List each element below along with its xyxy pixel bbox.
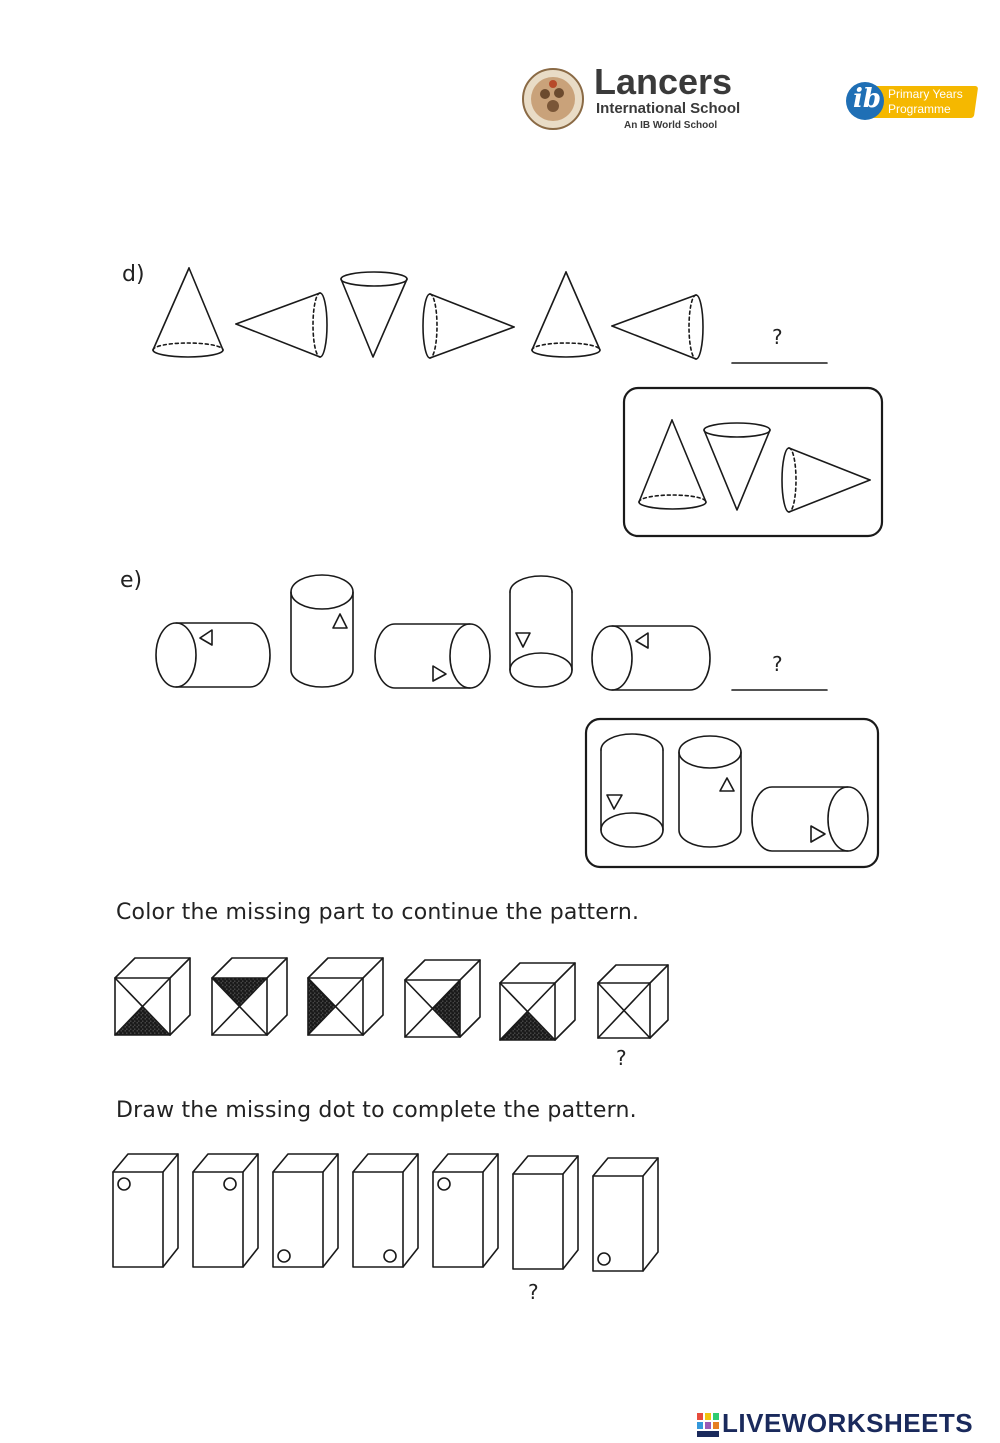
option-cone-up[interactable] [639,420,706,509]
liveworksheets-brand: LIVEWORKSHEETS [722,1408,974,1438]
cube-answer-mark: ? [616,1046,627,1070]
dot-marker [224,1178,236,1190]
pyp-line-2: Programme [888,102,951,116]
question-e-sequence [156,574,827,690]
cube-instruction: Color the missing part to continue the pattern. [116,900,640,925]
school-tagline: An IB World School [624,120,718,131]
dot-marker [118,1178,130,1190]
question-e-label: e) [120,568,143,593]
cube-shape[interactable] [405,960,480,1037]
dot-marker [384,1250,396,1262]
option-cylinder-vertical-up[interactable] [679,736,741,847]
cone-left-shape [612,295,703,359]
prism-answer-shape[interactable] [513,1156,578,1269]
ib-logo-text: ib [853,84,882,114]
triangle-left-icon [200,630,212,645]
cylinder-horizontal-left-2 [592,626,710,690]
cube-shape[interactable] [212,958,287,1035]
prism-shape[interactable] [353,1154,418,1267]
dot-marker [278,1250,290,1262]
cube-shape[interactable] [500,963,575,1040]
triangle-left-icon [636,633,648,648]
cone-up-shape [532,272,600,357]
prism-pattern-row [113,1154,658,1271]
prism-shape[interactable] [193,1154,258,1267]
school-subtitle: International School [596,100,741,117]
cylinder-vertical-up-1 [291,575,353,687]
dot-marker [438,1178,450,1190]
prism-shape[interactable] [433,1154,498,1267]
cylinder-horizontal-left-1 [156,623,270,687]
option-cone-down[interactable] [704,423,770,510]
option-cylinder-vertical-down[interactable] [601,734,663,847]
cone-left-shape [236,293,327,357]
cylinder-vertical-down-1 [510,574,572,687]
prism-shape[interactable] [273,1154,338,1267]
cone-up-shape [153,268,223,357]
option-cylinder-horizontal-right[interactable] [752,787,868,851]
question-d-sequence [153,268,827,363]
pyp-line-1: Primary Years [888,87,963,101]
prism-answer-mark: ? [528,1280,539,1304]
cone-right-shape [423,294,514,358]
prism-shape[interactable] [113,1154,178,1267]
cube-shape[interactable] [115,958,190,1035]
cone-down-shape [341,272,407,357]
question-e-options-box [586,719,878,867]
triangle-down-icon [516,633,530,647]
cube-shape[interactable] [308,958,383,1035]
cube-pattern-row [115,958,668,1040]
question-d-answer-mark: ? [772,325,783,349]
triangle-right-icon [433,666,446,681]
cube-answer-shape[interactable] [598,965,668,1038]
school-name: Lancers [594,61,733,102]
question-d-label: d) [122,262,145,287]
prism-shape[interactable] [593,1158,658,1271]
question-e-answer-mark: ? [772,652,783,676]
question-d-options-box [624,388,882,536]
option-cone-right[interactable] [782,448,870,512]
triangle-up-icon [333,614,347,628]
dot-marker [598,1253,610,1265]
cylinder-horizontal-right-1 [375,624,490,688]
prism-instruction: Draw the missing dot to complete the pattern. [116,1098,637,1123]
